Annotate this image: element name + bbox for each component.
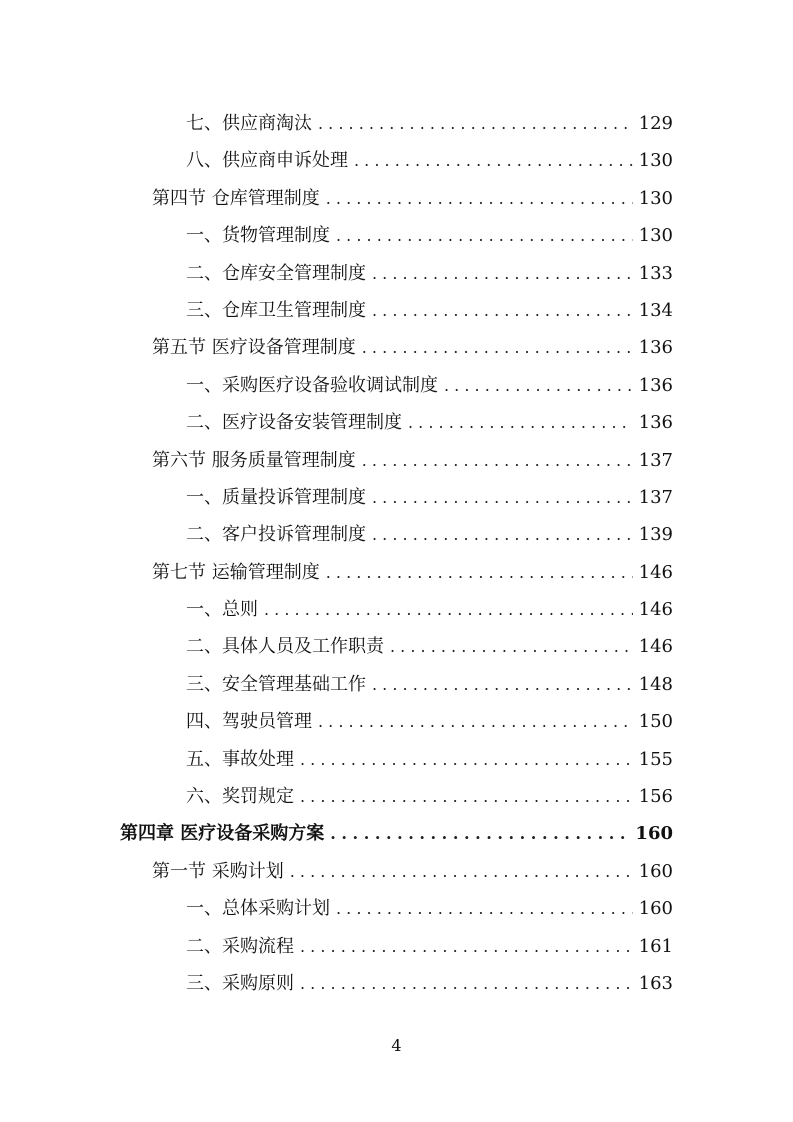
- toc-entry[interactable]: [0, 437, 793, 474]
- dot-leader: [326, 189, 633, 208]
- table-of-contents: [0, 100, 793, 997]
- toc-entry-line: [152, 333, 673, 359]
- dot-leader: [362, 451, 633, 470]
- toc-entry-line: [186, 932, 673, 958]
- toc-entry-title: 一、总则: [186, 599, 258, 621]
- toc-entry-line: [120, 819, 673, 845]
- toc-entry-title: 二、仓库安全管理制度: [186, 262, 366, 284]
- toc-entry-title: 五、事故处理: [186, 748, 294, 770]
- dot-leader: [264, 600, 633, 619]
- toc-entry-title: 四、驾驶员管理: [186, 711, 312, 733]
- toc-entry-title: 一、总体采购计划: [186, 898, 330, 920]
- dot-leader: [372, 675, 633, 694]
- toc-entry-page-number: 160: [638, 860, 673, 882]
- toc-entry-page-number: 148: [638, 673, 673, 695]
- toc-entry-title: 第四章 医疗设备采购方案: [120, 823, 325, 845]
- toc-entry-page-number: 136: [638, 337, 673, 359]
- toc-entry-title: 三、仓库卫生管理制度: [186, 299, 366, 321]
- toc-entry-title: 一、质量投诉管理制度: [186, 486, 366, 508]
- toc-entry[interactable]: [0, 623, 793, 660]
- toc-entry-line: [186, 632, 673, 658]
- dot-leader: [318, 114, 633, 133]
- dot-leader: [318, 712, 633, 731]
- toc-entry-line: [152, 558, 673, 584]
- toc-entry[interactable]: [0, 287, 793, 324]
- toc-entry-line: [186, 483, 673, 509]
- toc-entry[interactable]: [0, 736, 793, 773]
- toc-entry[interactable]: [0, 885, 793, 922]
- toc-entry-title: 第五节 医疗设备管理制度: [152, 337, 356, 359]
- dot-leader: [372, 301, 633, 320]
- toc-entry[interactable]: [0, 960, 793, 997]
- toc-entry[interactable]: [0, 324, 793, 361]
- dot-leader: [362, 338, 633, 357]
- dot-leader: [372, 525, 633, 544]
- toc-entry-line: [186, 745, 673, 771]
- toc-entry-line: [152, 446, 673, 472]
- toc-entry[interactable]: [0, 175, 793, 212]
- toc-entry-page-number: 146: [638, 561, 673, 583]
- dot-leader: [290, 862, 633, 881]
- toc-entry-line: [186, 296, 673, 322]
- dot-leader: [372, 264, 633, 283]
- toc-entry[interactable]: [0, 137, 793, 174]
- toc-entry[interactable]: [0, 250, 793, 287]
- toc-entry-page-number: 161: [638, 935, 673, 957]
- toc-entry-title: 第四节 仓库管理制度: [152, 187, 320, 209]
- dot-leader: [300, 787, 633, 806]
- dot-leader: [336, 226, 633, 245]
- toc-entry-line: [186, 520, 673, 546]
- toc-entry[interactable]: [0, 474, 793, 511]
- dot-leader: [300, 750, 633, 769]
- dot-leader: [444, 376, 633, 395]
- toc-entry[interactable]: [0, 586, 793, 623]
- toc-entry[interactable]: [0, 100, 793, 137]
- toc-entry-line: [186, 595, 673, 621]
- toc-entry-page-number: 136: [638, 374, 673, 396]
- toc-entry-title: 二、采购流程: [186, 935, 294, 957]
- toc-entry-line: [186, 221, 673, 247]
- toc-entry-page-number: 130: [638, 225, 673, 247]
- toc-entry-page-number: 160: [638, 898, 673, 920]
- toc-entry-page-number: 155: [638, 748, 673, 770]
- dot-leader: [330, 824, 629, 843]
- toc-entry-line: [186, 707, 673, 733]
- toc-entry[interactable]: [0, 362, 793, 399]
- page-number: 4: [391, 1036, 402, 1055]
- toc-entry-page-number: 139: [638, 524, 673, 546]
- toc-entry-title: 第七节 运输管理制度: [152, 561, 320, 583]
- toc-entry-title: 二、医疗设备安装管理制度: [186, 412, 402, 434]
- toc-entry-line: [186, 782, 673, 808]
- toc-entry-line: [152, 184, 673, 210]
- toc-entry[interactable]: [0, 399, 793, 436]
- toc-entry-page-number: 146: [638, 636, 673, 658]
- toc-entry-page-number: 136: [638, 412, 673, 434]
- dot-leader: [408, 413, 633, 432]
- toc-entry-page-number: 130: [638, 187, 673, 209]
- toc-entry[interactable]: [0, 773, 793, 810]
- toc-entry-title: 一、货物管理制度: [186, 225, 330, 247]
- toc-entry[interactable]: [0, 810, 793, 847]
- toc-entry-line: [186, 969, 673, 995]
- dot-leader: [326, 563, 633, 582]
- toc-entry-line: [186, 259, 673, 285]
- toc-entry-title: 一、采购医疗设备验收调试制度: [186, 374, 438, 396]
- toc-entry-page-number: 137: [638, 486, 673, 508]
- toc-entry[interactable]: [0, 661, 793, 698]
- toc-entry-page-number: 137: [638, 449, 673, 471]
- toc-entry[interactable]: [0, 698, 793, 735]
- toc-entry[interactable]: [0, 848, 793, 885]
- toc-entry-page-number: 129: [638, 113, 673, 134]
- toc-entry-page-number: 133: [638, 262, 673, 284]
- dot-leader: [336, 899, 633, 918]
- toc-entry-title: 第一节 采购计划: [152, 860, 284, 882]
- dot-leader: [390, 637, 633, 656]
- toc-entry-title: 六、奖罚规定: [186, 786, 294, 808]
- toc-entry-title: 二、具体人员及工作职责: [186, 636, 384, 658]
- toc-entry-page-number: 130: [638, 150, 673, 172]
- toc-entry[interactable]: [0, 511, 793, 548]
- toc-entry-line: [186, 371, 673, 397]
- toc-entry-page-number: 150: [638, 711, 673, 733]
- toc-entry-page-number: 156: [638, 786, 673, 808]
- toc-entry-title: 第六节 服务质量管理制度: [152, 449, 356, 471]
- toc-entry-title: 七、供应商淘汰: [186, 113, 312, 134]
- toc-entry[interactable]: [0, 923, 793, 960]
- toc-entry-title: 三、采购原则: [186, 972, 294, 994]
- toc-entry[interactable]: [0, 212, 793, 249]
- toc-entry-line: [186, 408, 673, 434]
- dot-leader: [300, 974, 633, 993]
- toc-entry[interactable]: [0, 549, 793, 586]
- toc-entry-line: [186, 670, 673, 696]
- toc-entry-line: [186, 109, 673, 135]
- toc-entry-page-number: 163: [638, 972, 673, 994]
- toc-entry-title: 二、客户投诉管理制度: [186, 524, 366, 546]
- toc-entry-title: 八、供应商申诉处理: [186, 150, 348, 172]
- dot-leader: [354, 151, 633, 170]
- toc-entry-page-number: 134: [638, 299, 673, 321]
- toc-entry-line: [186, 894, 673, 920]
- dot-leader: [300, 937, 633, 956]
- toc-entry-page-number: 160: [635, 823, 673, 845]
- dot-leader: [372, 488, 633, 507]
- toc-entry-title: 三、安全管理基础工作: [186, 673, 366, 695]
- toc-entry-line: [186, 146, 673, 172]
- toc-entry-line: [152, 857, 673, 883]
- toc-entry-page-number: 146: [638, 599, 673, 621]
